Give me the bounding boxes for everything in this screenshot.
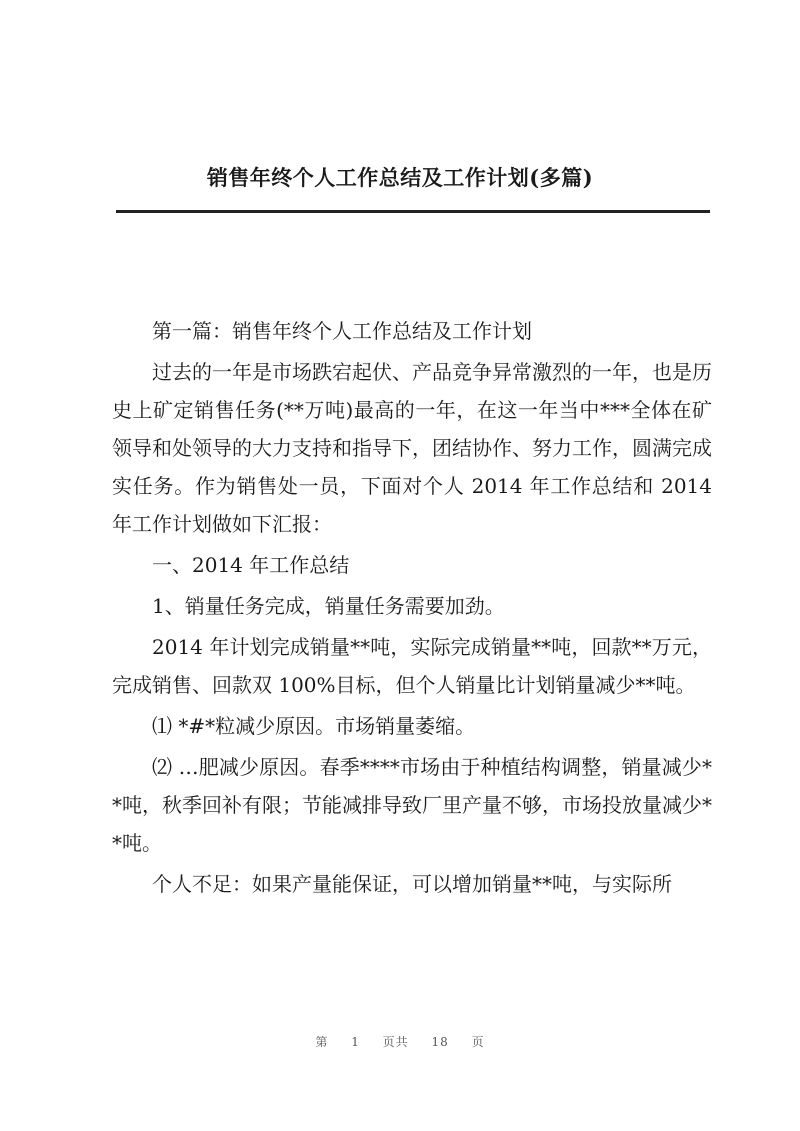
document-title: 销售年终个人工作总结及工作计划(多篇) [206,165,594,190]
footer-prefix: 第 [315,1035,329,1049]
title-divider [116,210,710,213]
paragraph: ⑴ *#*粒减少原因。市场销量萎缩。 [152,714,476,738]
footer-total-pages: 18 [431,1035,449,1049]
footer-suffix: 页 [471,1035,485,1049]
paragraph: ⑵ …肥减少原因。春季****市场由于种植结构调整，销量减少**吨，秋季回补有限；节能减排导致厂里产量不够，市场投放量减少**吨。 [112,755,712,855]
page-footer [0,1033,800,1050]
paragraph: 1、销量任务完成，销量任务需要加劲。 [152,594,505,618]
document-body [112,312,712,906]
paragraph: 个人不足：如果产量能保证，可以增加销量**吨，与实际所 [152,872,672,896]
footer-mid: 页共 [382,1035,409,1049]
subsection-heading: 一、2014 年工作总结 [152,553,350,577]
section-heading: 第一篇：销售年终个人工作总结及工作计划 [152,319,532,343]
footer-page-number: 1 [351,1035,360,1049]
paragraph: 2014 年计划完成销量**吨，实际完成销量**吨，回款**万元，完成销售、回款双 100%目标，但个人销量比计划销量减少**吨。 [112,635,712,697]
paragraph: 过去的一年是市场跌宕起伏、产品竞争异常激烈的一年，也是历史上矿定销售任务(**万吨)最高的一年，在这一年当中***全体在矿领导和处领导的大力支持和指导下，团结协作、努力工作，圆满完成实任务。作为销售处一员，下面对个人 2014 年工作总结和 2014 年工作计划做如下汇报： [112,360,712,536]
